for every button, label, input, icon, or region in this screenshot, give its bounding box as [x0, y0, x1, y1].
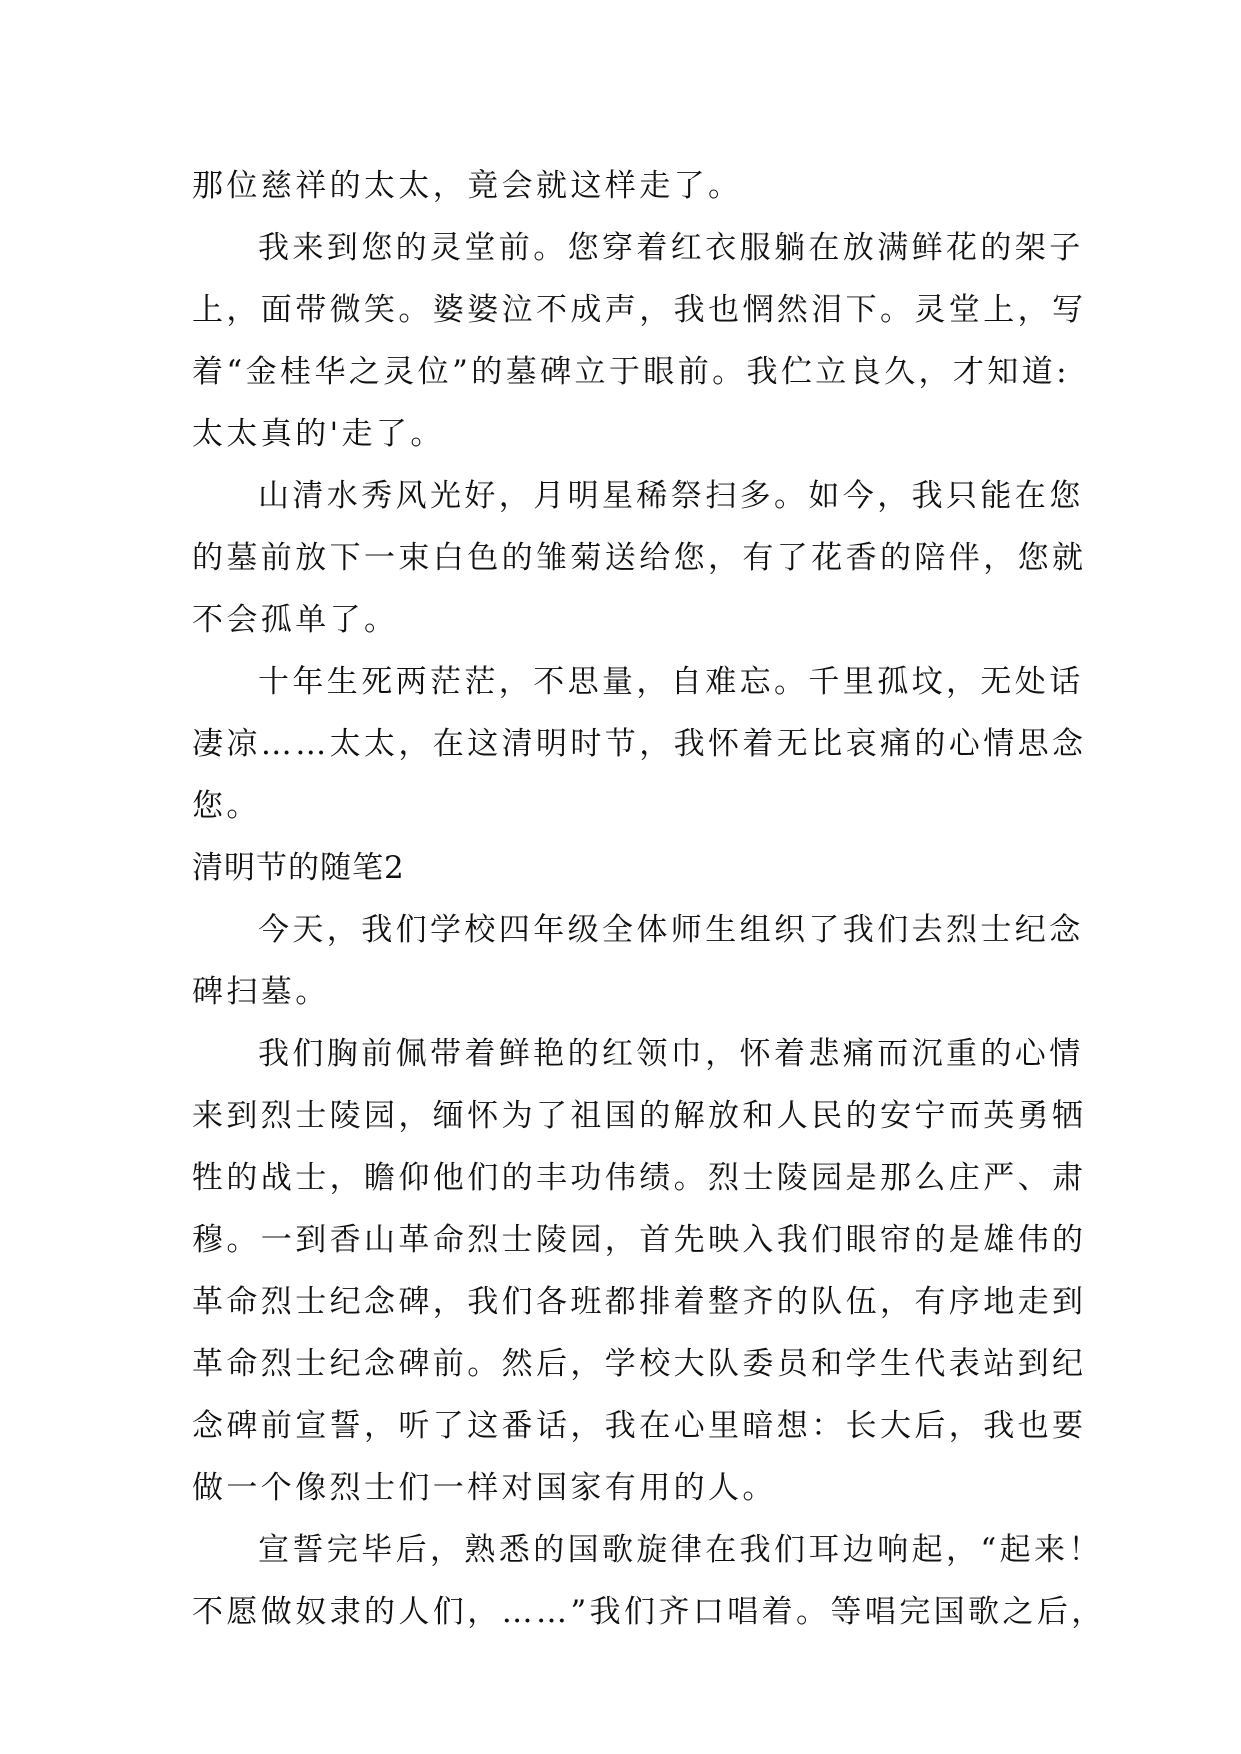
text-line: 那位慈祥的太太，竟会就这样走了。	[192, 168, 743, 204]
text-line: 太太真的'走了。	[192, 416, 445, 452]
text-line: 我们胸前佩带着鲜艳的红领巾，怀着悲痛而沉重的心情	[258, 1036, 1084, 1072]
section-heading: 清明节的随笔2	[192, 850, 405, 886]
text-line: 牲的战士，瞻仰他们的丰功伟绩。烈士陵园是那么庄严、肃	[192, 1160, 1087, 1196]
document-body	[192, 155, 1106, 1643]
text-line: 不会孤单了。	[192, 602, 399, 638]
text-line: 我来到您的灵堂前。您穿着红衣服躺在放满鲜花的架子	[258, 230, 1084, 266]
text-line: 做一个像烈士们一样对国家有用的人。	[192, 1470, 777, 1506]
text-line: 上，面带微笑。婆婆泣不成声，我也惘然泪下。灵堂上，写	[192, 292, 1087, 328]
text-line: 今天，我们学校四年级全体师生组织了我们去烈士纪念	[258, 912, 1084, 948]
text-line: 您。	[192, 788, 261, 824]
text-line: 的墓前放下一束白色的雏菊送给您，有了花香的陪伴，您就	[192, 540, 1087, 576]
text-line: 革命烈士纪念碑，我们各班都排着整齐的队伍，有序地走到	[192, 1284, 1087, 1320]
text-line: 凄凉……太太，在这清明时节，我怀着无比哀痛的心情思念	[192, 726, 1087, 762]
text-line: 着“金桂华之灵位”的墓碑立于眼前。我伫立良久，才知道:	[192, 354, 1070, 390]
text-line: 不愿做奴隶的人们，……”我们齐口唱着。等唱完国歌之后，	[192, 1594, 1106, 1630]
text-line: 十年生死两茫茫，不思量，自难忘。千里孤坟，无处话	[258, 664, 1084, 700]
text-line: 革命烈士纪念碑前。然后，学校大队委员和学生代表站到纪	[192, 1346, 1087, 1382]
text-line: 念碑前宣誓，听了这番话，我在心里暗想：长大后，我也要	[192, 1408, 1087, 1444]
text-line: 宣誓完毕后，熟悉的国歌旋律在我们耳边响起，“起来！	[258, 1532, 1103, 1568]
text-line: 山清水秀风光好，月明星稀祭扫多。如今，我只能在您	[258, 478, 1084, 514]
text-line: 穆。一到香山革命烈士陵园，首先映入我们眼帘的是雄伟的	[192, 1222, 1087, 1258]
text-line: 来到烈士陵园，缅怀为了祖国的解放和人民的安宁而英勇牺	[192, 1098, 1087, 1134]
text-line: 碑扫墓。	[192, 974, 330, 1010]
